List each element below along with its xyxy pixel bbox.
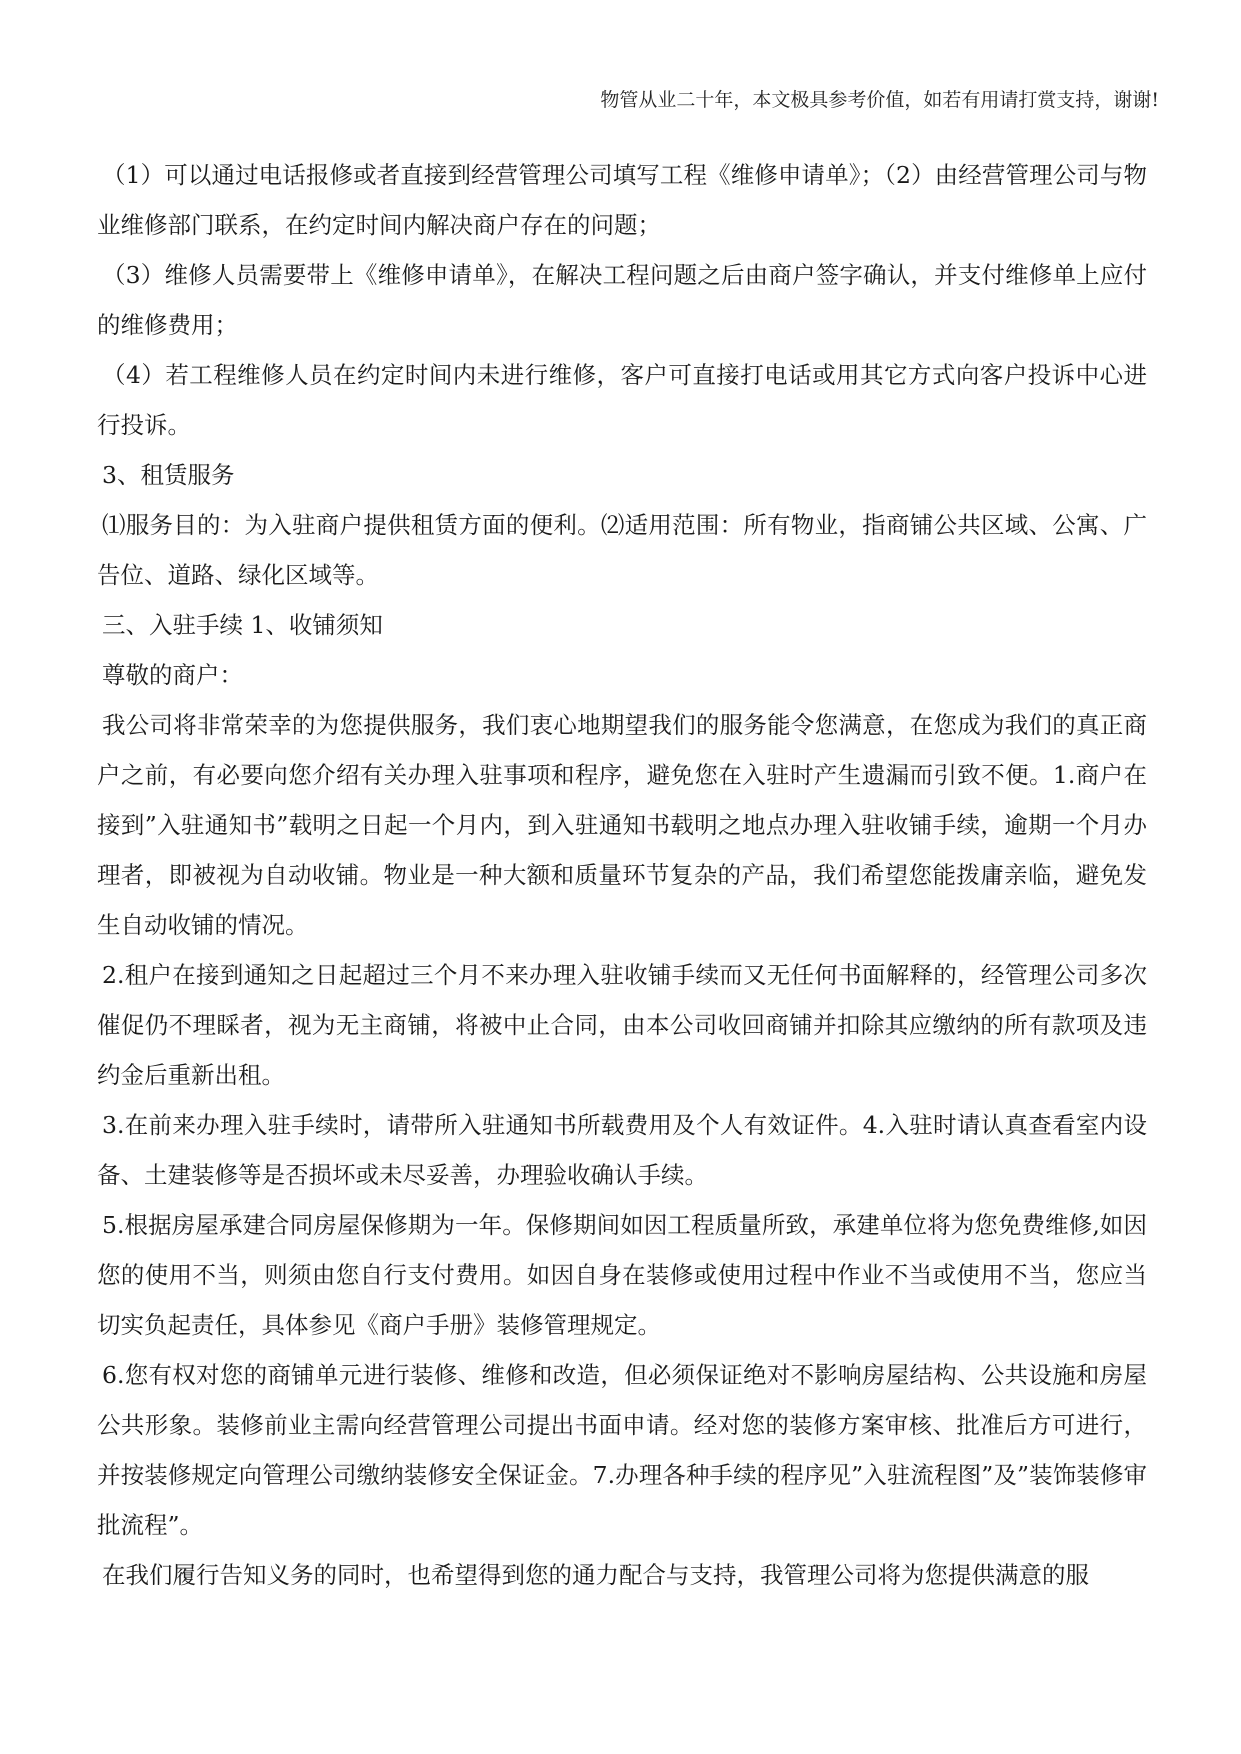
paragraph-lease-scope: ⑴服务目的：为入驻商户提供租赁方面的便利。⑵适用范围：所有物业，指商铺公共区域、公寓、广告位、道路、绿化区域等。 [97,511,1147,589]
paragraph-notice-intro: 我公司将非常荣幸的为您提供服务，我们衷心地期望我们的服务能令您满意，在您成为我们的真正商户之前，有必要向您介绍有关办理入驻事项和程序，避免您在入驻时产生遗漏而引致不便。1.商户在接到”入驻通知书”载明之日起一个月内，到入驻通知书载明之地点办理入驻收铺手续，逾期一个月办理者，即被视为自动收铺。物业是一种大额和质量环节复杂的产品，我们希望您能拨庸亲临，避免发生自动收铺的情况。 [97,711,1147,939]
salutation: 尊敬的商户： [102,661,243,689]
paragraph-repair-4: （4）若工程维修人员在约定时间内未进行维修，客户可直接打电话或用其它方式向客户投诉中心进行投诉。 [97,361,1147,439]
section-heading-lease: 3、租赁服务 [102,461,235,489]
paragraph-closing: 在我们履行告知义务的同时，也希望得到您的通力配合与支持，我管理公司将为您提供满意的服 [102,1561,1089,1589]
paragraph-notice-6-7: 6.您有权对您的商铺单元进行装修、维修和改造，但必须保证绝对不影响房屋结构、公共设施和房屋公共形象。装修前业主需向经营管理公司提出书面申请。经对您的装修方案审核、批准后方可进行，并按装修规定向管理公司缴纳装修安全保证金。7.办理各种手续的程序见”入驻流程图”及”装饰装修审批流程”。 [97,1361,1147,1539]
paragraph-notice-3-4: 3.在前来办理入驻手续时，请带所入驻通知书所载费用及个人有效证件。4.入驻时请认真查看室内设备、土建装修等是否损坏或未尽妥善，办理验收确认手续。 [97,1111,1147,1189]
page-header-note: 物管从业二十年，本文极具参考价值，如若有用请打赏支持，谢谢! [600,89,1159,111]
paragraph-notice-5: 5.根据房屋承建合同房屋保修期为一年。保修期间如因工程质量所致，承建单位将为您免费维修,如因您的使用不当，则须由您自行支付费用。如因自身在装修或使用过程中作业不当或使用不当，您应当切实负起责任，具体参见《商户手册》装修管理规定。 [97,1211,1147,1339]
section-heading-checkin: 三、入驻手续 1、收铺须知 [102,611,383,639]
document-body [97,150,1147,1600]
paragraph-notice-2: 2.租户在接到通知之日起超过三个月不来办理入驻收铺手续而又无任何书面解释的，经管理公司多次催促仍不理睬者，视为无主商铺，将被中止合同，由本公司收回商铺并扣除其应缴纳的所有款项及违约金后重新出租。 [97,961,1147,1089]
paragraph-repair-1: （1）可以通过电话报修或者直接到经营管理公司填写工程《维修申请单》；（2）由经营管理公司与物业维修部门联系，在约定时间内解决商户存在的问题； [97,161,1147,239]
paragraph-repair-3: （3）维修人员需要带上《维修申请单》，在解决工程问题之后由商户签字确认，并支付维修单上应付的维修费用； [97,261,1147,339]
